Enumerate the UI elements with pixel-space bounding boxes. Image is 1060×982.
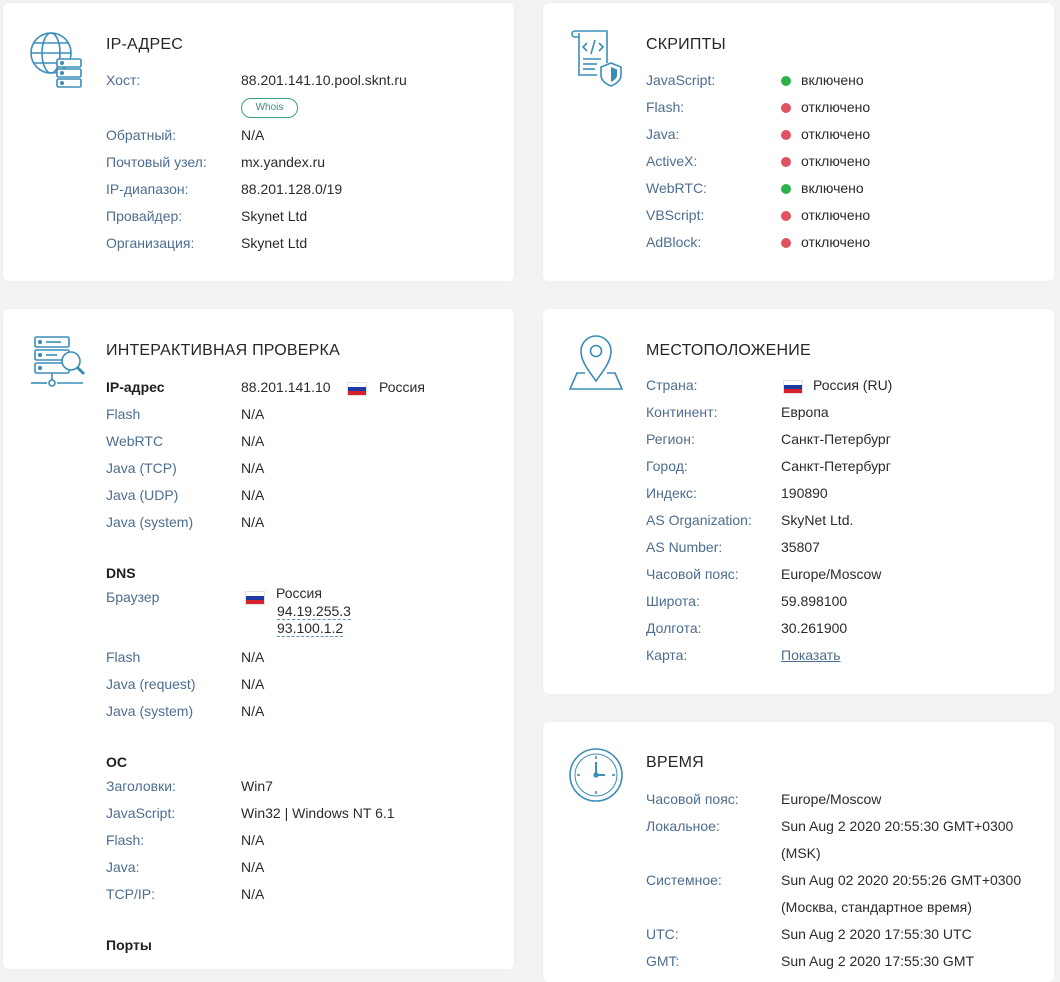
time-timezone-label: Часовой пояс: [646, 791, 739, 807]
system-time-value: Sun Aug 02 2020 20:55:26 GMT+0300 [781, 872, 1022, 888]
script-status-row [646, 234, 1046, 254]
interactive-card-title: ИНТЕРАКТИВНАЯ ПРОВЕРКА [106, 342, 340, 359]
location-row [646, 404, 1046, 424]
interactive-os-row-label: JavaScript: [106, 805, 176, 821]
russia-flag-icon [784, 381, 802, 393]
interactive-os-row [106, 778, 506, 798]
location-row-label: Город: [646, 458, 688, 474]
location-row-value: 59.898100 [781, 593, 848, 609]
script-status-row [646, 207, 1046, 227]
interactive-os-row [106, 886, 506, 906]
script-status-row-value [781, 234, 870, 250]
interactive-ip-row-value: N/A [241, 460, 265, 476]
location-row-label: Континент: [646, 404, 718, 420]
clock-icon [567, 746, 627, 811]
interactive-ip-row [106, 514, 506, 534]
location-row-label: Регион: [646, 431, 695, 447]
interactive-ip-row-label: WebRTC [106, 433, 164, 449]
russia-flag-icon [246, 592, 264, 604]
status-text: отключено [801, 126, 871, 142]
script-status-row-label: Java: [646, 126, 680, 142]
status-dot-icon [781, 157, 791, 167]
dns-browser-row [106, 585, 506, 639]
location-row-label: Часовой пояс: [646, 566, 739, 582]
time-timezone-row [646, 791, 1046, 811]
status-dot-icon [781, 184, 791, 194]
time-timezone-value: Europe/Moscow [781, 791, 882, 807]
ip-info-row-value: Skynet Ltd [241, 208, 308, 224]
host-label: Хост: [106, 72, 141, 88]
location-row [646, 431, 1046, 451]
local-time-row [646, 818, 1046, 866]
system-time-row [646, 872, 1046, 920]
interactive-dns-row-value: N/A [241, 676, 265, 692]
script-status-row-value [781, 99, 870, 115]
interactive-os-row-value: Win7 [241, 778, 273, 794]
script-status-row-label: ActiveX: [646, 153, 698, 169]
status-dot-icon [781, 130, 791, 140]
interactive-os-row [106, 859, 506, 879]
script-status-row-value [781, 72, 864, 88]
utc-time-row [646, 926, 1046, 946]
location-row-value: Санкт-Петербург [781, 458, 891, 474]
location-row-label: AS Organization: [646, 512, 752, 528]
ip-info-row [106, 235, 506, 255]
ip-info-row-value: 88.201.128.0/19 [241, 181, 343, 197]
interactive-ip-row [106, 406, 506, 426]
location-row-label: Долгота: [646, 620, 702, 636]
interactive-os-row-value: N/A [241, 859, 265, 875]
interactive-ip-row-label: Flash [106, 406, 141, 422]
location-row-value: SkyNet Ltd. [781, 512, 854, 528]
script-status-row [646, 126, 1046, 146]
utc-time-value: Sun Aug 2 2020 17:55:30 UTC [781, 926, 972, 942]
os-section-title: ОС [106, 754, 127, 770]
ip-info-row [106, 181, 506, 201]
ip-info-row-value: N/A [241, 127, 265, 143]
local-time-value: Sun Aug 2 2020 20:55:30 GMT+0300 [781, 818, 1014, 834]
status-text: отключено [801, 99, 871, 115]
status-text: отключено [801, 153, 871, 169]
ip-info-row-value: mx.yandex.ru [241, 154, 326, 170]
ip-info-row [106, 208, 506, 228]
location-row-value: 35807 [781, 539, 820, 555]
time-card-title: ВРЕМЯ [646, 754, 704, 771]
location-row-value: Санкт-Петербург [781, 431, 891, 447]
interactive-ip-row-label: Java (system) [106, 514, 194, 530]
interactive-os-row-label: Java: [106, 859, 140, 875]
script-status-row-value [781, 207, 870, 223]
ip-card-title: IP-АДРЕС [106, 36, 183, 53]
script-status-row-label: Flash: [646, 99, 685, 115]
script-status-row-value [781, 126, 870, 142]
location-row [646, 458, 1046, 478]
interactive-ip-row-value: N/A [241, 433, 265, 449]
script-shield-icon [567, 27, 627, 92]
server-search-icon [27, 333, 89, 400]
ip-info-row-value: Skynet Ltd [241, 235, 308, 251]
scripts-card [543, 3, 1054, 281]
ip-address-row [106, 379, 506, 399]
dns-ip-1[interactable]: 94.19.255.3 [277, 603, 351, 619]
interactive-check-card [3, 309, 514, 969]
interactive-os-row-value: Win32 | Windows NT 6.1 [241, 805, 395, 821]
show-map-link[interactable]: Показать [781, 647, 841, 663]
script-status-row-value [781, 180, 864, 196]
ip-info-row-label: IP-диапазон: [106, 181, 189, 197]
interactive-ip-row [106, 460, 506, 480]
globe-server-icon [27, 29, 87, 94]
ip-info-row [106, 127, 506, 147]
dns-browser-label: Браузер [106, 589, 160, 605]
interactive-dns-row-label: Java (system) [106, 703, 194, 719]
time-card [543, 722, 1054, 982]
interactive-os-row-value: N/A [241, 886, 265, 902]
script-status-row-label: WebRTC: [646, 180, 707, 196]
location-row-value: 30.261900 [781, 620, 848, 636]
ip-address-card [3, 3, 514, 281]
gmt-time-value: Sun Aug 2 2020 17:55:30 GMT [781, 953, 975, 969]
map-pin-icon [567, 333, 627, 398]
map-row [646, 647, 1046, 667]
host-row [106, 72, 506, 92]
location-card [543, 309, 1054, 694]
location-row-value: Europe/Moscow [781, 566, 882, 582]
host-value: 88.201.141.10.pool.sknt.ru [241, 72, 407, 88]
interactive-os-row-label: Flash: [106, 832, 145, 848]
interactive-dns-row [106, 703, 506, 723]
status-dot-icon [781, 211, 791, 221]
gmt-time-row [646, 953, 1046, 973]
ip-info-row [106, 154, 506, 174]
system-time-zone: (Москва, стандартное время) [781, 899, 972, 915]
interactive-ip-row [106, 487, 506, 507]
status-dot-icon [781, 103, 791, 113]
location-row [646, 620, 1046, 640]
location-row [646, 539, 1046, 559]
ip-info-row-label: Организация: [106, 235, 195, 251]
location-row [646, 512, 1046, 532]
dns-country-value: Россия [276, 585, 322, 601]
script-status-row-label: JavaScript: [646, 72, 716, 88]
country-row [646, 377, 1046, 397]
interactive-os-row-label: TCP/IP: [106, 886, 156, 902]
script-status-row [646, 99, 1046, 119]
gmt-time-label: GMT: [646, 953, 680, 969]
location-row-label: AS Number: [646, 539, 723, 555]
status-dot-icon [781, 76, 791, 86]
system-time-label: Системное: [646, 872, 722, 888]
ip-country-value: Россия [379, 379, 425, 395]
interactive-ip-row-label: Java (UDP) [106, 487, 179, 503]
script-status-row [646, 72, 1046, 92]
map-label: Карта: [646, 647, 688, 663]
location-row-value: Европа [781, 404, 829, 420]
local-time-zone: (MSK) [781, 845, 821, 861]
local-time-label: Локальное: [646, 818, 720, 834]
script-status-row-label: VBScript: [646, 207, 705, 223]
location-card-title: МЕСТОПОЛОЖЕНИЕ [646, 342, 811, 359]
ip-address-label: IP-адрес [106, 379, 165, 395]
interactive-os-row [106, 832, 506, 852]
country-label: Страна: [646, 377, 698, 393]
interactive-ip-row-value: N/A [241, 406, 265, 422]
status-text: включено [801, 180, 864, 196]
location-row [646, 593, 1046, 613]
whois-button[interactable]: Whois [241, 98, 298, 118]
location-row-label: Индекс: [646, 485, 697, 501]
dns-ip-2[interactable]: 93.100.1.2 [277, 620, 344, 636]
interactive-os-row-value: N/A [241, 832, 265, 848]
interactive-ip-row-value: N/A [241, 514, 265, 530]
interactive-dns-row-value: N/A [241, 649, 265, 665]
ip-address-value: 88.201.141.10 [241, 379, 331, 395]
interactive-dns-row-label: Java (request) [106, 676, 196, 692]
location-row-label: Широта: [646, 593, 700, 609]
ip-info-row-label: Почтовый узел: [106, 154, 207, 170]
interactive-dns-row [106, 649, 506, 669]
interactive-dns-row-label: Flash [106, 649, 141, 665]
ip-info-row-label: Обратный: [106, 127, 177, 143]
interactive-ip-row-value: N/A [241, 487, 265, 503]
russia-flag-icon [348, 383, 366, 395]
ip-info-row-label: Провайдер: [106, 208, 183, 224]
script-status-row-label: AdBlock: [646, 234, 702, 250]
script-status-row-value [781, 153, 870, 169]
script-status-row [646, 153, 1046, 173]
location-row [646, 485, 1046, 505]
interactive-os-row [106, 805, 506, 825]
location-row-value: 190890 [781, 485, 828, 501]
ports-section-title: Порты [106, 937, 152, 953]
interactive-os-row-label: Заголовки: [106, 778, 176, 794]
interactive-ip-row-label: Java (TCP) [106, 460, 177, 476]
status-text: отключено [801, 234, 871, 250]
location-row [646, 566, 1046, 586]
utc-time-label: UTC: [646, 926, 679, 942]
scripts-card-title: СКРИПТЫ [646, 36, 726, 53]
script-status-row [646, 180, 1046, 200]
status-dot-icon [781, 238, 791, 248]
dns-section-title: DNS [106, 565, 136, 581]
status-text: отключено [801, 207, 871, 223]
interactive-dns-row [106, 676, 506, 696]
country-value: Россия (RU) [813, 377, 893, 393]
interactive-ip-row [106, 433, 506, 453]
interactive-dns-row-value: N/A [241, 703, 265, 719]
status-text: включено [801, 72, 864, 88]
